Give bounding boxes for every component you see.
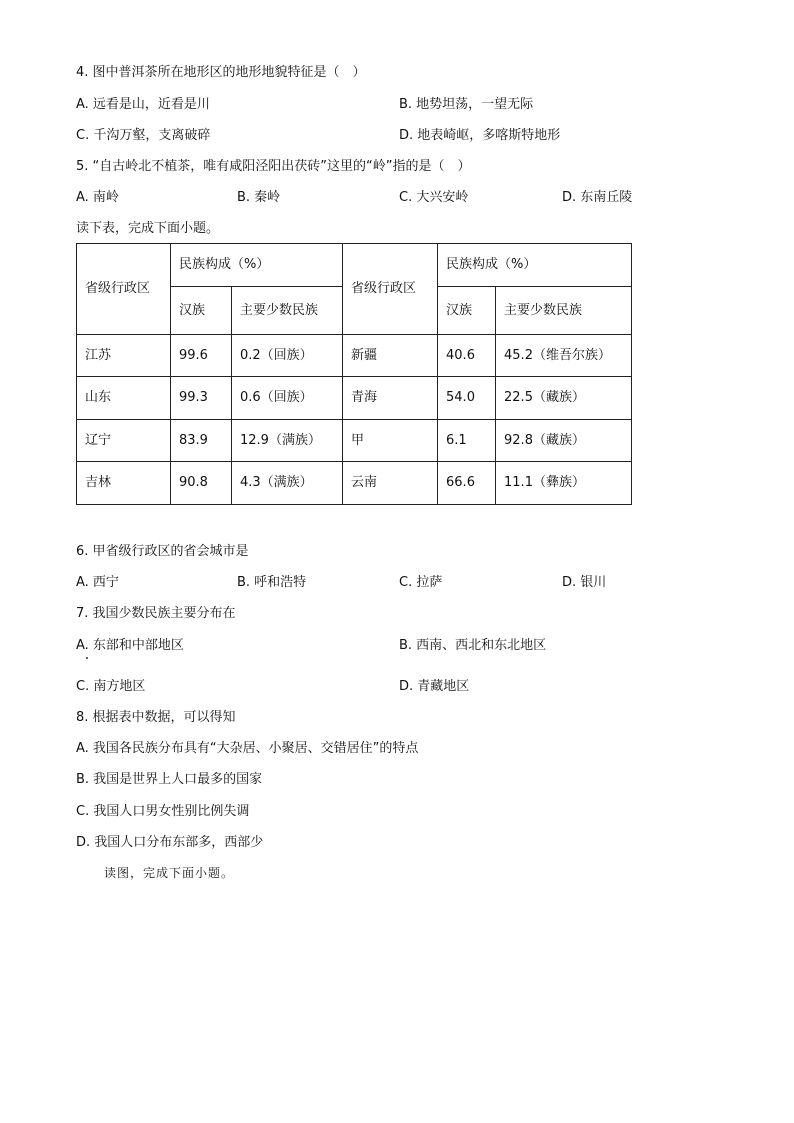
map-reading-note: 读图，完成下面小题。 [104, 866, 235, 880]
header-province-right: 省级行政区 [343, 244, 438, 335]
cell-province: 青海 [343, 377, 438, 420]
q6-option-a: A. 西宁 [76, 575, 119, 590]
cell-minority: 92.8（藏族） [496, 420, 632, 462]
cell-minority: 11.1（彝族） [496, 462, 632, 505]
cell-han: 99.6 [171, 335, 232, 377]
q4-option-d: D. 地表崎岖，多喀斯特地形 [399, 128, 561, 143]
cell-han: 99.3 [171, 377, 232, 420]
q7-option-b: B. 西南、西北和东北地区 [399, 638, 547, 653]
header-composition-left: 民族构成（%） [171, 244, 343, 287]
cell-province: 新疆 [343, 335, 438, 377]
q5-option-a: A. 南岭 [76, 190, 119, 205]
question-6-stem: 6. 甲省级行政区的省会城市是 [76, 544, 249, 559]
q6-option-b: B. 呼和浩特 [237, 575, 307, 590]
cell-han: 66.6 [438, 462, 496, 505]
header-minority-left: 主要少数民族 [232, 287, 343, 335]
q4-option-b: B. 地势坦荡，一望无际 [399, 97, 534, 112]
q8-option-c: C. 我国人口男女性别比例失调 [76, 804, 250, 819]
cell-minority: 0.6（回族） [232, 377, 343, 420]
q4-option-a: A. 远看是山，近看是川 [76, 97, 210, 112]
question-8-stem: 8. 根据表中数据，可以得知 [76, 710, 236, 725]
q5-option-c: C. 大兴安岭 [399, 190, 469, 205]
question-7-stem: 7. 我国少数民族主要分布在 [76, 606, 236, 621]
header-han-right: 汉族 [438, 287, 496, 335]
question-5-stem: 5. “自古岭北不植茶，唯有咸阳泾阳出茯砖”这里的“岭”指的是（ ） [76, 159, 471, 174]
cell-han: 90.8 [171, 462, 232, 505]
cell-han: 40.6 [438, 335, 496, 377]
cell-province: 吉林 [77, 462, 171, 505]
table-row [77, 377, 632, 420]
cell-minority: 0.2（回族） [232, 335, 343, 377]
header-province-left: 省级行政区 [77, 244, 171, 335]
q5-option-b: B. 秦岭 [237, 190, 281, 205]
cell-minority: 45.2（维吾尔族） [496, 335, 632, 377]
cell-han: 83.9 [171, 420, 232, 462]
cell-han: 54.0 [438, 377, 496, 420]
cell-province: 山东 [77, 377, 171, 420]
q8-option-b: B. 我国是世界上人口最多的国家 [76, 772, 263, 787]
table-intro: 读下表，完成下面小题。 [76, 221, 220, 236]
q6-option-d: D. 银川 [562, 575, 607, 590]
q7-option-d: D. 青藏地区 [399, 679, 470, 694]
cell-minority: 22.5（藏族） [496, 377, 632, 420]
cell-han: 6.1 [438, 420, 496, 462]
header-composition-right: 民族构成（%） [438, 244, 632, 287]
table-row [77, 420, 632, 462]
q7-option-a: A. 东部和中部地区 [76, 638, 184, 653]
cell-minority: 12.9（满族） [232, 420, 343, 462]
header-han-left: 汉族 [171, 287, 232, 335]
question-4-stem: 4. 图中普洱茶所在地形区的地形地貌特征是（ ） [76, 65, 366, 80]
q8-option-a: A. 我国各民族分布具有“大杂居、小聚居、交错居住”的特点 [76, 741, 419, 756]
cell-province: 甲 [343, 420, 438, 462]
q5-option-d: D. 东南丘陵 [562, 190, 633, 205]
stray-dot [86, 657, 88, 659]
cell-province: 江苏 [77, 335, 171, 377]
q6-option-c: C. 拉萨 [399, 575, 443, 590]
q4-option-c: C. 千沟万壑，支离破碎 [76, 128, 211, 143]
q7-option-c: C. 南方地区 [76, 679, 146, 694]
table-row [77, 335, 632, 377]
cell-province: 云南 [343, 462, 438, 505]
cell-province: 辽宁 [77, 420, 171, 462]
table-row [77, 462, 632, 505]
ethnic-composition-table [76, 243, 632, 505]
header-minority-right: 主要少数民族 [496, 287, 632, 335]
cell-minority: 4.3（满族） [232, 462, 343, 505]
q8-option-d: D. 我国人口分布东部多，西部少 [76, 835, 264, 850]
